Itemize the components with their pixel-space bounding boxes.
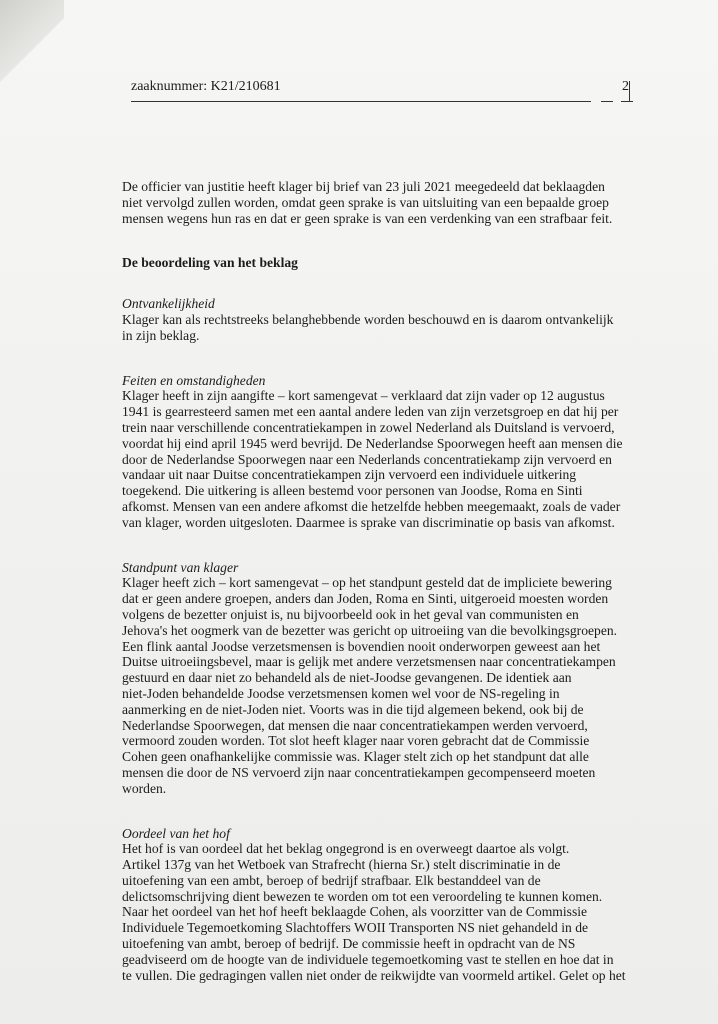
text-line: uitoefening van ambt, beroep of bedrijf. De commissie heeft in opdracht van de NS [122, 936, 576, 952]
section-feiten [122, 373, 642, 531]
text-line: volgens de bezetter onjuist is, nu bijvoorbeeld ook in het geval van communisten en [122, 606, 579, 622]
text-line: trein naar verschillende concentratiekampen in zowel Nederland als Duitsland is vervoerd, [122, 419, 615, 435]
section-standpunt [122, 560, 642, 797]
section-ontvankelijkheid [122, 296, 642, 343]
text-line: mensen die door de NS vervoerd zijn naar concentratiekampen gecompenseerd moeten [122, 764, 596, 780]
text-line: Klager heeft zich – kort samengevat – op het standpunt gesteld dat de impliciete bewering [122, 575, 612, 591]
text-line: Een flink aantal Joodse verzetsmensen is bovendien nooit onderworpen geweest aan het [122, 638, 601, 654]
text-line: delictsomschrijving dient bewezen te worden om tot een veroordeling te kunnen komen. [122, 888, 603, 904]
text-line: niet-Joden behandelde Joodse verzetsmensen komen wel voor de NS-regeling in [122, 685, 560, 701]
header-bar [629, 81, 630, 101]
document-body [122, 179, 642, 983]
folded-corner [0, 0, 64, 84]
text-line: Nederlandse Spoorwegen, dat mensen die naar concentratiekampen werden vervoerd, [122, 717, 588, 733]
header-rule [131, 101, 591, 102]
text-line: Het hof is van oordeel dat het beklag ongegrond is en overweegt daartoe als volgt. [122, 841, 570, 857]
text-line: Artikel 137g van het Wetboek van Strafrecht (hierna Sr.) stelt discriminatie in de [122, 857, 561, 873]
header-dash [601, 101, 613, 102]
text-line: Individuele Tegemoetkoming Slachtoffers WOII Transporten NS niet gehandeld in de [122, 920, 589, 936]
text-line: dat er geen andere groepen, anders dan Joden, Roma en Sinti, uitgeroeid moesten worden [122, 591, 609, 607]
text-line: toegekend. Die uitkering is alleen bestemd voor personen van Joodse, Roma en Sinti [122, 483, 583, 499]
text-line: van klager, worden uitgesloten. Daarmee is sprake van discriminatie op basis van afkomst. [122, 514, 615, 530]
section-oordeel [122, 826, 642, 984]
text-line: worden. [122, 780, 167, 796]
text-line: niet vervolgd zullen worden, omdat geen sprake is van uitsluiting van een bepaalde groep [122, 194, 609, 210]
text-line: vermoord zouden worden. Tot slot heeft klager naar voren gebracht dat de Commissie [122, 733, 590, 749]
text-line: mensen wegens hun ras en dat er geen sprake is van een verdenking van een strafbaar feit. [122, 210, 613, 226]
header-dash [621, 101, 633, 102]
text-line: uitoefening van een ambt, beroep of bedrijf strafbaar. Elk bestanddeel van de [122, 872, 541, 888]
text-line: vandaar uit naar Duitse concentratiekampen zijn vervoerd een individuele uitkering [122, 467, 577, 483]
text-line: 1941 is gearresteerd samen met een aantal andere leden van zijn verzetsgroep en dat hij per [122, 404, 619, 420]
intro-paragraph [122, 179, 642, 226]
text-line: Klager kan als rechtstreeks belanghebbende worden beschouwd en is daarom ontvankelijk [122, 311, 614, 327]
text-line: voordat hij eind april 1945 werd bevrijd. De Nederlandse Spoorwegen heeft aan mensen die [122, 435, 623, 451]
text-line: door de Nederlandse Spoorwegen naar een Nederlands concentratiekamp zijn vervoerd en [122, 451, 612, 467]
text-line: Klager heeft in zijn aangifte – kort samengevat – verklaard dat zijn vader op 12 augustus [122, 388, 605, 404]
page-header [131, 79, 641, 109]
text-line: te vullen. Die gedragingen vallen niet onder de reikwijdte van voormeld artikel. Gelet op het [122, 967, 626, 983]
subsection-title: Oordeel van het hof [122, 825, 230, 841]
text-line: afkomst. Mensen van een andere afkomst die hetzelfde hebben meegemaakt, zoals de vader [122, 498, 621, 514]
text-line: Naar het oordeel van het hof heeft beklaagde Cohen, als voorzitter van de Commissie [122, 904, 588, 920]
text-line: in zijn beklag. [122, 327, 200, 343]
text-line: Cohen geen onafhankelijke commissie was. Klager stelt zich op het standpunt dat alle [122, 749, 589, 765]
text-line: De officier van justitie heeft klager bij brief van 23 juli 2021 meegedeeld dat beklaagden [122, 179, 605, 194]
text-line: Jehova's het oogmerk van de bezetter was gericht op uitroeiing van die bevolkingsgroepen. [122, 622, 618, 638]
page-number: 2 [622, 79, 629, 94]
subsection-title: Feiten en omstandigheden [122, 372, 266, 388]
text-line: aanmerking en de niet-Joden niet. Voorts was in die tijd algemeen bekend, ook bij de [122, 701, 584, 717]
subsection-title: Standpunt van klager [122, 559, 239, 575]
text-line: geadviseerd om de hoogte van de individuele tegemoetkoming vast te stellen en hoe dat in [122, 951, 614, 967]
section-heading: De beoordeling van het beklag [122, 255, 298, 271]
text-line: gestuurd en daar niet zo behandeld als de niet-Joodse gevangenen. De identiek aan [122, 670, 572, 686]
case-number: zaaknummer: K21/210681 [131, 79, 281, 94]
subsection-title: Ontvankelijkheid [122, 296, 215, 312]
text-line: Duitse uitroeiingsbevel, maar is gelijk met andere verzetsmensen naar concentratiekampen [122, 654, 616, 670]
